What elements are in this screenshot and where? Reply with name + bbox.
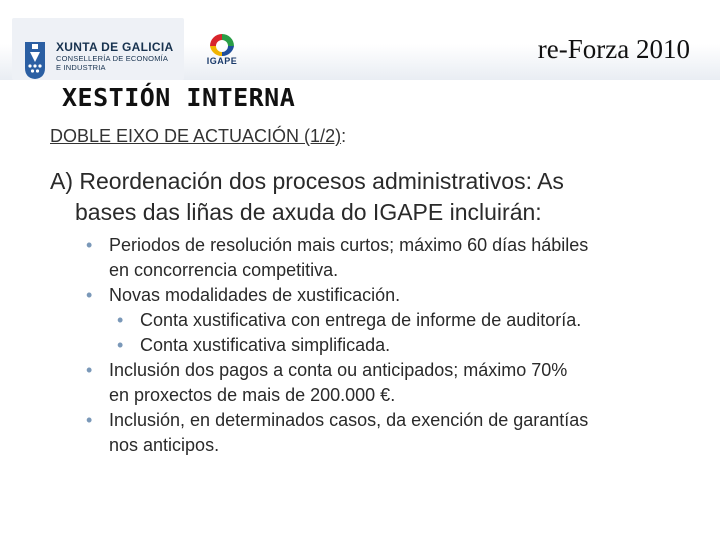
bullet-dot-icon: •	[86, 410, 93, 430]
slide-heading-line1: A) Reordenación dos procesos administrativos: As	[50, 168, 564, 194]
bullet-text-cont: en concorrencia competitiva.	[109, 260, 339, 280]
slide-heading-line2: bases das liñas de axuda do IGAPE incluirán:	[75, 199, 542, 225]
bullet-text: Conta xustificativa con entrega de informe de auditoría.	[140, 310, 582, 330]
bullet-text: Novas modalidades de xustificación.	[109, 285, 401, 305]
xunta-logo-line1: XUNTA DE GALICIA	[56, 40, 174, 54]
bullet-text: Inclusión dos pagos a conta ou anticipados; máximo 70%	[109, 360, 568, 380]
bullet-item	[86, 233, 710, 283]
bullet-text-cont: nos anticipos.	[109, 435, 220, 455]
bullet-dot-icon: •	[117, 310, 124, 330]
galicia-shield-icon	[24, 40, 46, 80]
xunta-logo-text	[56, 40, 173, 72]
page-title: XESTIÓN INTERNA	[62, 83, 296, 112]
xunta-logo	[12, 18, 184, 80]
xunta-logo-line2: CONSELLERÍA DE ECONOMÍA	[56, 54, 169, 63]
bullet-dot-icon: •	[86, 285, 93, 305]
igape-logo-text: IGAPE	[206, 56, 238, 66]
bullet-text: Conta xustificativa simplificada.	[140, 335, 391, 355]
slide-heading	[50, 166, 710, 228]
igape-logo-icon	[206, 32, 238, 56]
bullet-dot-icon: •	[117, 335, 124, 355]
igape-logo	[200, 32, 244, 68]
bullet-text: Inclusión, en determinados casos, da exención de garantías	[109, 410, 589, 430]
sub-bullet-item	[117, 333, 710, 358]
brand-title: re-Forza 2010	[537, 34, 690, 64]
bullet-item	[86, 283, 710, 308]
xunta-logo-line3: E INDUSTRIA	[56, 63, 106, 72]
bullet-dot-icon: •	[86, 360, 93, 380]
bullet-dot-icon: •	[86, 235, 93, 255]
subtitle-colon: :	[341, 126, 347, 146]
bullet-text-cont: en proxectos de mais de 200.000 €.	[109, 385, 396, 405]
subtitle-text: DOBLE EIXO DE ACTUACIÓN (1/2)	[50, 126, 342, 146]
bullet-text: Periodos de resolución mais curtos; máximo 60 días hábiles	[109, 235, 589, 255]
bullet-item	[86, 408, 710, 458]
sub-bullet-item	[117, 308, 710, 333]
subtitle	[50, 126, 346, 147]
bullet-list	[86, 233, 710, 458]
bullet-item	[86, 358, 710, 408]
